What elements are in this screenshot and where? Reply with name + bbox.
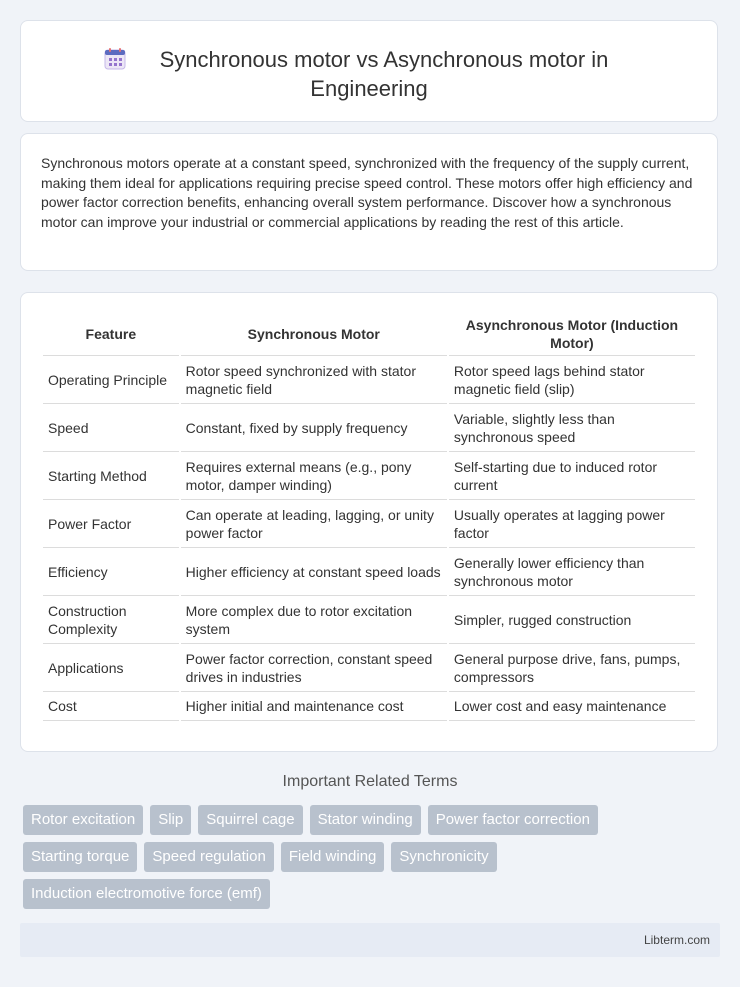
tag-field-winding[interactable]: Field winding [281,842,385,872]
table-row [43,356,695,404]
page-title-text: Synchronous motor vs Asynchronous motor in Engineering [159,47,609,101]
tag-induction-emf[interactable]: Induction electromotive force (emf) [23,879,270,909]
table-row [43,644,695,692]
header-asynchronous: Asynchronous Motor (Induction Motor) [449,313,695,356]
tag-synchronicity[interactable]: Synchronicity [391,842,496,872]
tag-row-3 [23,879,270,909]
intro-paragraph: Synchronous motors operate at a constant speed, synchronized with the frequency of the supply current, making them ideal for applications requiring precise speed control. These motors offer high efficiency and power factor correction benefits, enhancing overall system performance. Discover how a synchronous motor can improve your industrial or commercial applications by reading the rest of this article. [41,155,693,230]
title-card [20,20,718,122]
cell-synchronous: Rotor speed synchronized with stator magnetic field [181,356,447,404]
cell-feature: Speed [43,404,179,452]
table-row [43,404,695,452]
table-row [43,548,695,596]
table-row [43,692,695,721]
header-feature: Feature [43,313,179,356]
tag-starting-torque[interactable]: Starting torque [23,842,137,872]
cell-synchronous: Constant, fixed by supply frequency [181,404,447,452]
cell-asynchronous: Simpler, rugged construction [449,596,695,644]
table-row [43,500,695,548]
cell-synchronous: Can operate at leading, lagging, or unity power factor [181,500,447,548]
cell-synchronous: More complex due to rotor excitation system [181,596,447,644]
cell-feature: Construction Complexity [43,596,179,644]
table-row [43,452,695,500]
cell-asynchronous: General purpose drive, fans, pumps, compressors [449,644,695,692]
tag-row-2 [23,842,497,872]
table-header-row [43,313,695,356]
cell-feature: Efficiency [43,548,179,596]
cell-feature: Cost [43,692,179,721]
tag-rotor-excitation[interactable]: Rotor excitation [23,805,143,835]
footer-site-link[interactable]: Libterm.com [643,933,710,947]
cell-feature: Applications [43,644,179,692]
tag-squirrel-cage[interactable]: Squirrel cage [198,805,302,835]
cell-feature: Starting Method [43,452,179,500]
tag-speed-regulation[interactable]: Speed regulation [144,842,273,872]
cell-feature: Power Factor [43,500,179,548]
header-synchronous: Synchronous Motor [181,313,447,356]
footer [20,923,720,957]
cell-synchronous: Power factor correction, constant speed drives in industries [181,644,447,692]
cell-asynchronous: Generally lower efficiency than synchronous motor [449,548,695,596]
tag-stator-winding[interactable]: Stator winding [310,805,421,835]
cell-asynchronous: Self-starting due to induced rotor current [449,452,695,500]
table-row [43,596,695,644]
tag-row-1 [23,805,598,835]
cell-synchronous: Higher efficiency at constant speed loads [181,548,447,596]
cell-asynchronous: Usually operates at lagging power factor [449,500,695,548]
page-title [21,45,717,103]
comparison-table-card [20,292,718,752]
related-terms-title: Important Related Terms [282,773,458,790]
cell-synchronous: Requires external means (e.g., pony motor, damper winding) [181,452,447,500]
cell-asynchronous: Lower cost and easy maintenance [449,692,695,721]
cell-asynchronous: Rotor speed lags behind stator magnetic field (slip) [449,356,695,404]
comparison-table [41,313,697,721]
tag-slip[interactable]: Slip [150,805,191,835]
tag-power-factor-correction[interactable]: Power factor correction [428,805,598,835]
intro-card [20,133,718,271]
cell-feature: Operating Principle [43,356,179,404]
cell-asynchronous: Variable, slightly less than synchronous speed [449,404,695,452]
cell-synchronous: Higher initial and maintenance cost [181,692,447,721]
